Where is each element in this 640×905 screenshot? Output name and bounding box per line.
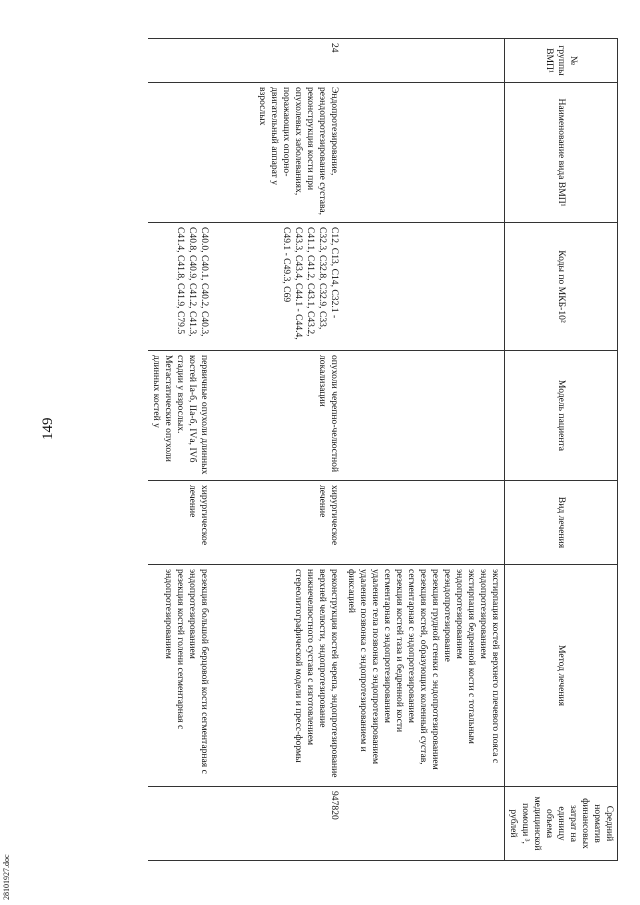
table-row [148,39,213,861]
vmp-table [148,38,618,861]
table-row [343,39,504,861]
cell-treatment-type [343,481,504,565]
table-header-row [505,39,618,861]
method-item: резекция костей голени сегментарная с эндопротезированием [163,569,187,730]
header-treatment-type: Вид лечения [505,481,618,565]
method-item: экстирпация бедренной кости с тотальным эндопротезированием [454,569,478,744]
header-patient-model: Модель пациента [505,351,618,481]
page-number: 149 [40,417,56,440]
cell-cost [148,787,213,861]
file-name: 28101927.doc [2,854,11,900]
method-item: реконструкция костей черепа, эндопротезирование верхней челюсти, эндопротезирование нижнечелюстного сустава с изготовлением стереолитографической модели и пресс-формы [293,569,341,778]
method-item: экстирпация костей верхнего плечевого пояса с эндопротезированием [478,569,502,764]
header-cost-norm: Средний норматив финансовых затрат на единицу объема медицинской помощи ³, рублей [505,787,618,861]
cell-treatment-methods [148,565,213,787]
cell-icd-codes: C12, C13, C14, C32.1 - C32.3, C32.8, C32.9, C33, C41.1, C41.2, C43.1, C43.2, C43.3, C43.4, C44.1 - C44.4, C49.1 - C49.3, C69 [213,223,343,351]
cell-group-no: 24 [213,39,343,83]
cell-group-no [148,39,213,83]
cell-icd-codes: C40.0, C40.1, C40.2, C40.3, C40.8, C40.9, C41.2, C41.3, C41.4, C41.8, C41.9, C79.5 [148,223,213,351]
method-item: удаление тела позвонка с эндопротезированием [370,569,382,765]
header-vmp-name: Наименование вида ВМП¹ [505,83,618,223]
cell-treatment-methods [213,565,343,787]
header-treatment-method: Метод лечения [505,565,618,787]
cell-cost [343,787,504,861]
table-row [213,39,343,861]
cell-group-no [343,39,504,83]
cell-treatment-type: хирургическое лечение [148,481,213,565]
method-item: резекция костей таза и бедренной кости сегментарная с эндопротезированием [382,569,406,733]
cell-cost: 947820 [213,787,343,861]
cell-vmp-name: Эндопротезирование, реэндопротезирование сустава, реконструкция кости при опухолевых заболеваниях, поражающих опорно-двигательный аппарат у взрослых [213,83,343,223]
method-item: резекция грудной стенки с эндопротезированием [430,569,442,770]
cell-icd-codes [343,223,504,351]
method-item: резекция большой берцовой кости сегментарная с эндопротезированием [187,569,211,774]
header-group-no: № группы ВМП¹ [505,39,618,83]
cell-vmp-name [148,83,213,223]
cell-patient-model: опухоли черепно-челюстной локализации [213,351,343,481]
method-item: резекция костей, образующих коленный сустав, сегментарная с эндопротезированием [406,569,430,765]
cell-patient-model: первичные опухоли длинных костей Iа-б, IIа-б, IVа, IVб стадии у взрослых. Метастатические опухоли длинных костей у [148,351,213,481]
cell-vmp-name [343,83,504,223]
method-item: удаление позвонка с эндопротезированием и фиксацией [346,569,370,752]
method-item: реэндопротезирование [442,569,454,662]
header-icd-codes: Коды по МКБ-10² [505,223,618,351]
rotated-table-sheet [86,38,618,860]
cell-patient-model [343,351,504,481]
cell-treatment-type: хирургическое лечение [213,481,343,565]
cell-treatment-methods [343,565,504,787]
